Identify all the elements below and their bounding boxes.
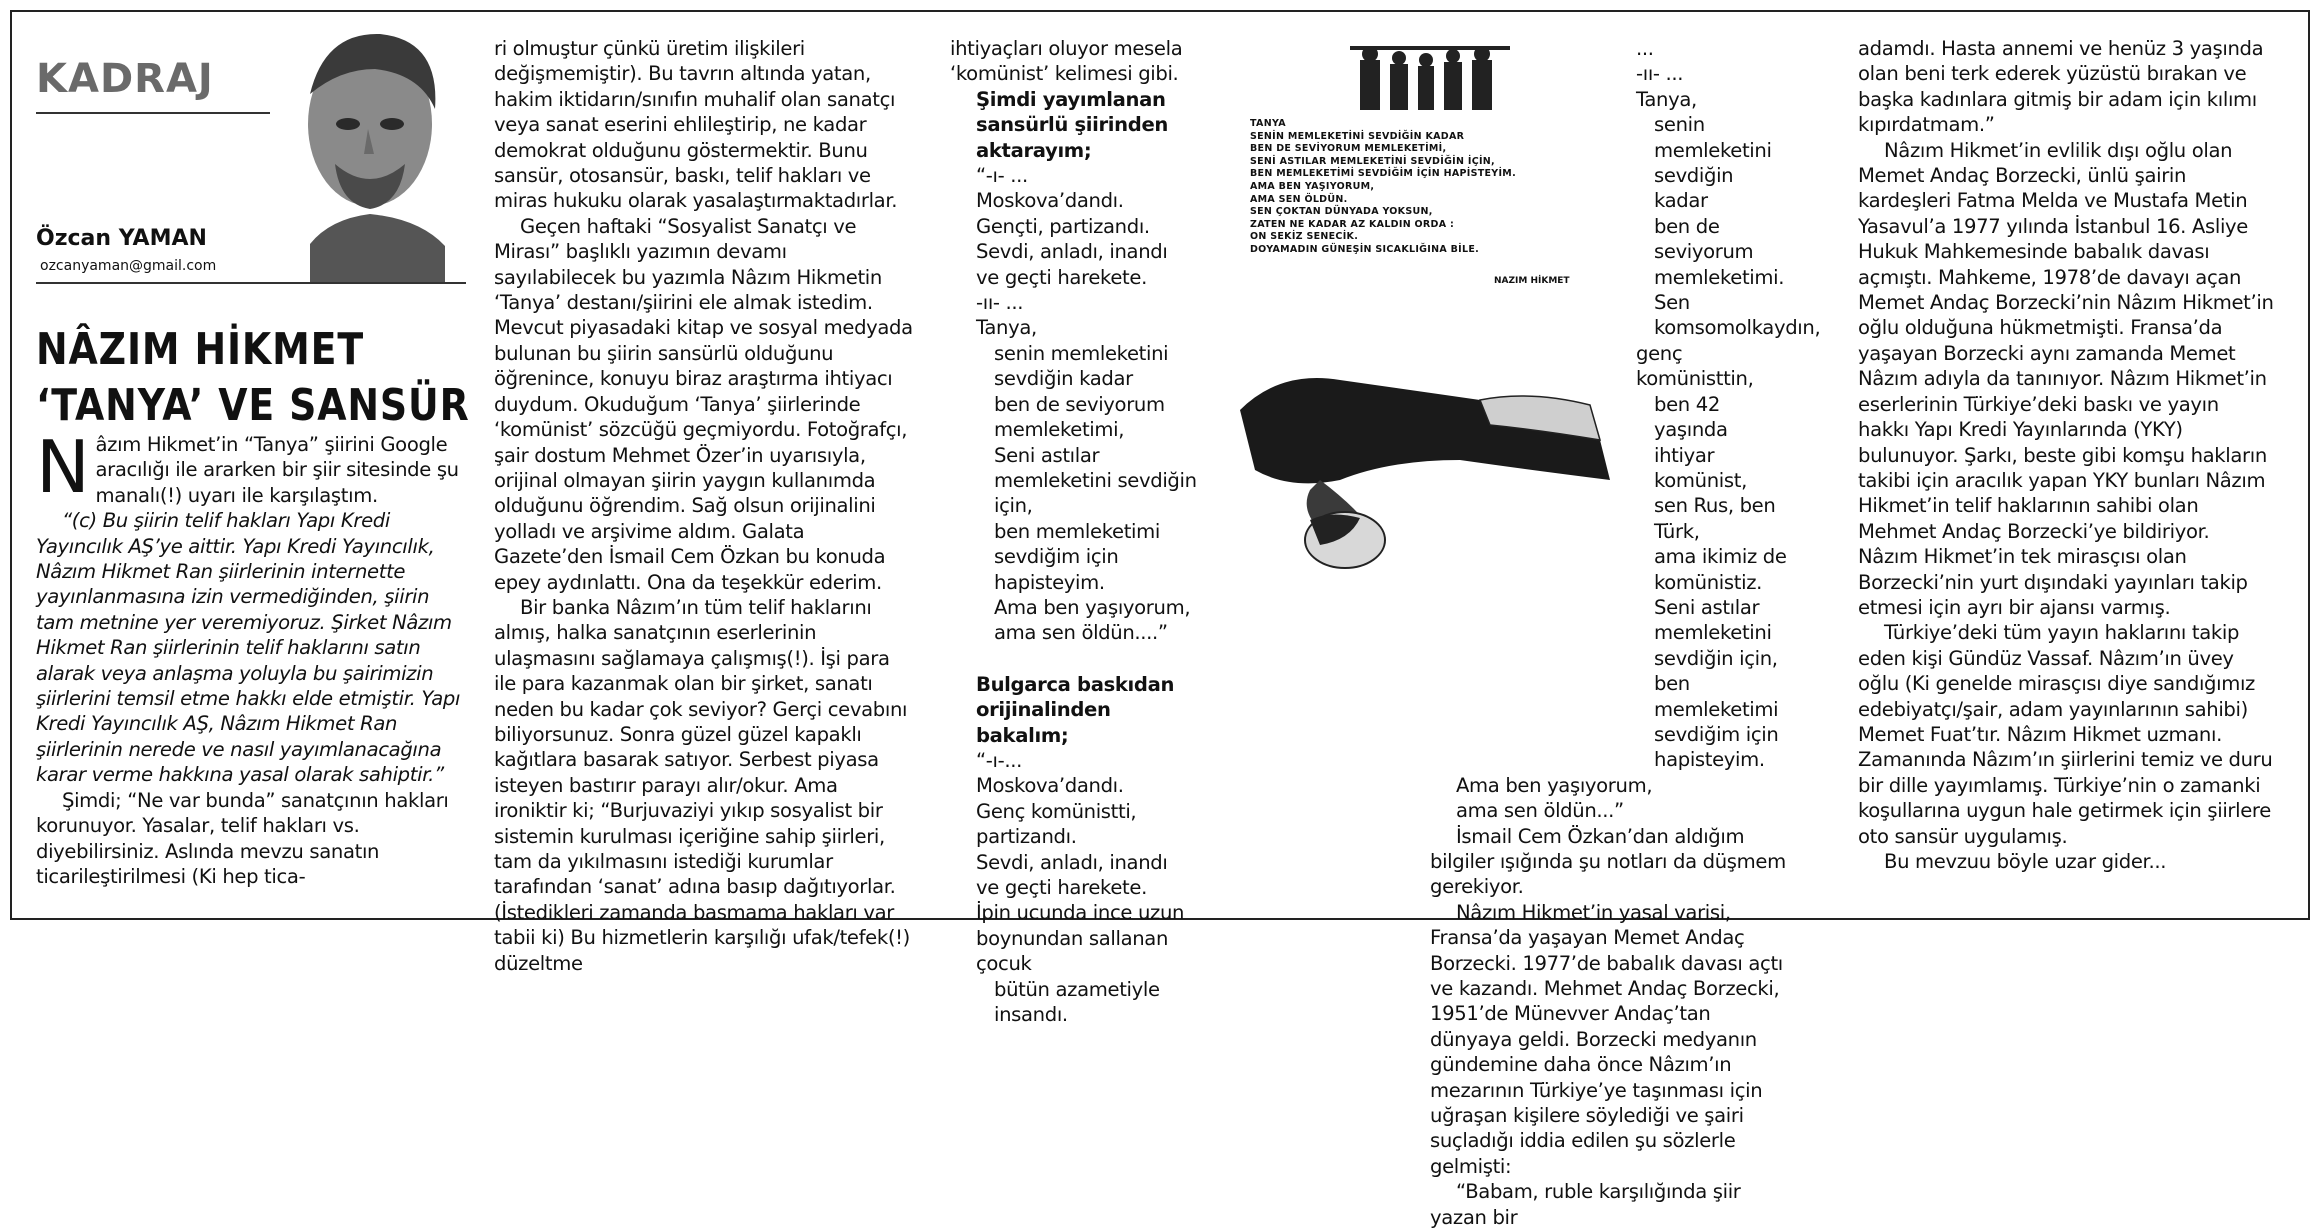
original-poem-continued <box>1610 36 1821 773</box>
poem-line: Gençti, partizandı. <box>976 214 1150 238</box>
caption-line: SENİ ASTILAR MEMLEKETİNİ SEVDİĞİN İÇİN, <box>1250 155 1495 167</box>
column-5-paragraph-1: adamdı. Hasta annemi ve henüz 3 yaşında olan beni terk ederek yüzüstü bırakan ve başka kadınlara gitmiş bir adam için kılımı kıpırdatmam.” <box>1858 37 2264 137</box>
poem-line: Sevdi, anladı, inandı <box>976 850 1168 874</box>
poem-line: -ıı- ... <box>1636 62 1684 86</box>
original-poem-heading: Bulgarca baskıdan orijinalinden bakalım; <box>976 672 1175 747</box>
column-4-paragraph-3: “Babam, ruble karşılığında şiir yazan bir <box>1430 1180 1741 1229</box>
column-5-paragraph-4: Bu mevzuu böyle uzar gider... <box>1884 850 2167 873</box>
censored-poem-heading: Şimdi yayımlanan sansürlü şiirinden aktarayım; <box>976 87 1168 162</box>
poem-line: “-ı- ... <box>976 164 1028 188</box>
caption-line: SENİN MEMLEKETİNİ SEVDİĞİN KADAR <box>1250 130 1465 142</box>
caption-line: AMA BEN YAŞIYORUM, <box>1250 180 1375 192</box>
censored-poem <box>950 163 1200 646</box>
caption-line: ON SEKİZ SENECİK. <box>1250 231 1359 243</box>
poem-line: Moskova’dandı. <box>976 774 1124 798</box>
column-4-paragraph-2: Nâzım Hikmet’in yasal varisi, Fransa’da yaşayan Memet Andaç Borzecki. 1977’de babalık davası açtı ve kazandı. Mehmet Andaç Borzecki, 1951’de Münevver Andaç’tan dünyaya geldi. Borzecki medyanın gündemine daha önce Nâzım’ın mezarının Türkiye’ye taşınması için uğraşan kişilere söylediği ve şairi suçladığı iddia edilen şu sözlerle gelmişti: <box>1430 900 1783 1178</box>
poem-closing <box>1430 773 1790 824</box>
caption-line: AMA SEN ÖLDÜN. <box>1250 193 1348 205</box>
headline <box>36 322 470 434</box>
caption-line: BEN DE SEVİYORUM MEMLEKETİMİ, <box>1250 143 1447 155</box>
poem-line: ama sen öldün....” <box>994 621 1168 645</box>
poem-line: ben memleketimi sevdiğim için hapisteyim. <box>1654 672 1779 772</box>
original-poem <box>950 748 1200 1027</box>
column-4 <box>1430 36 1821 1230</box>
poem-line: Tanya, <box>976 316 1037 340</box>
caption-signature: NAZIM HİKMET <box>1494 276 1570 286</box>
column-2-paragraph-1: ri olmuştur çünkü üretim ilişkileri değişmemiştir). Bu tavrın altında yatan, hakim iktidarın/sınıfın muhalif olan sanatçı veya sanat eserini ehlileştirip, ne kadar demokrat olduğunu göstermektir. Bunu sansür, otosansür, baskı, telif hakları ve miras hukuku olarak yasalaştırmaktadırlar. <box>494 37 898 213</box>
column-1-paragraph-2: Şimdi; “Ne var bunda” sanatçının hakları korunuyor. Yasalar, telif hakları vs. diyebilirsiniz. Aslında mevzu sanatın ticarileştirilmesi (Ki hep tica- <box>36 788 449 888</box>
caption-line: ZATEN NE KADAR AZ KALDIN ORDA : <box>1250 218 1455 230</box>
author-email[interactable]: ozcanyaman@gmail.com <box>40 258 217 274</box>
column-3-paragraph-1: ihtiyaçları oluyor mesela ‘komünist’ kelimesi gibi. <box>950 37 1183 86</box>
headline-line-2: ‘TANYA’ VE SANSÜR <box>36 380 470 431</box>
caption-title: TANYA <box>1250 118 1286 129</box>
author-rule <box>36 282 466 284</box>
poem-line: ama ikimiz de komünistiz. <box>1654 545 1787 594</box>
column-5 <box>1858 36 2274 874</box>
poem-line: ben 42 yaşında ihtiyar komünist, <box>1654 392 1747 492</box>
caption-line: SEN ÇOKTAN DÜNYADA YOKSUN, <box>1250 206 1433 218</box>
column-2-paragraph-2: Geçen haftaki “Sosyalist Sanatçı ve Mirası” başlıklı yazımın devamı sayılabilecek bu yazımla Nâzım Hikmetin ‘Tanya’ destanı/şiirini ele almak istedim. Mevcut piyasadaki kitap ve sosyal medyada bulunan bu şiirin sansürlü olduğunu öğrenince, konuyu biraz araştırma ihtiyacı duydum. Okuduğum ‘Tanya’ şiirlerinde ‘komünist’ sözcüğü geçmiyordu. Fotoğrafçı, şair dostum Mehmet Özer’in uyarısıyla, orijinal olmayan şiirin yaygın kullanımda olduğunu öğrendim. Sağ olsun orijinalini yolladı ve arşivime aldım. Galata Gazete’den İsmail Cem Özkan bu konuda epey aydınlattı. Ona da teşekkür ederim. <box>494 214 913 594</box>
poem-line: ve geçti harekete. <box>976 876 1147 899</box>
poem-line: sen Rus, ben Türk, <box>1654 494 1776 543</box>
column-2-paragraph-3: Bir banka Nâzım’ın tüm telif haklarını almış, halka sanatçının eserlerinin ulaşmasını sağlamaya çalışmış(!). İşi para ile para kazanmak olan bir şirket, sanatı neden bu kadar çok seviyor? Gerçi cevabını biliyorsunuz. Sonra güzel güzel kapaklı kağıtlara basarak satıyor. Serbest piyasa isteyen bastırır parayı alır/okur. Ama ironiktir ki; “Burjuvaziyi yıkıp sosyalist bir sistemin kurulması içeriğine sahip şiirleri, tam da yıkılmasını istediği kurumlar tarafından ‘sanat’ adına basıp dağıtıyorlar. (İstedikleri zamanda basmama hakları var tabii ki) Bu hizmetlerin karşılığı ufak/tefek(!) düzeltme <box>494 595 910 975</box>
poem-line: İpin ucunda ince uzun boynundan sallanan çocuk <box>976 901 1185 976</box>
column-4-paragraph-1: İsmail Cem Özkan’dan aldığım bilgiler ışığında şu notları da düşmem gerekiyor. <box>1430 824 1786 899</box>
copyright-quote: “(c) Bu şiirin telif hakları Yapı Kredi Yayıncılık AŞ’ye aittir. Yapı Kredi Yayıncılık, Nâzım Hikmet Ran şiirlerinin internette yayınlanmasına izin vermediğinden, şiirin tam metnine yer veremiyoruz. Şirket Nâzım Hikmet Ran şiirlerinin telif haklarını satın alarak veya anlaşma yoluyla bu şairimizin şiirlerini temsil etme hakkı elde etmiştir. Yapı Kredi Yayıncılık AŞ, Nâzım Hikmet Ran şiirlerinin nerede ve nasıl yayımlanacağına karar verme hakkına yasal olarak sahiptir.” <box>36 509 461 787</box>
poem-line: ben de seviyorum memleketimi, <box>994 392 1165 442</box>
poem-line: ben memleketimi sevdiğim için hapisteyim. <box>994 519 1160 594</box>
poem-line: senin memleketini sevdiğin kadar <box>994 341 1169 391</box>
poem-line: ama sen öldün...” <box>1456 799 1624 823</box>
poem-line: genç komünisttin, <box>1636 341 1754 391</box>
poem-line: ... <box>1636 37 1654 60</box>
poem-line: Tanya, <box>1636 87 1697 111</box>
poem-line: Seni astılar memleketini sevdiğin için, <box>1654 595 1778 670</box>
author-name: Özcan YAMAN <box>36 226 207 251</box>
poem-line: Sevdi, anladı, inandı <box>976 240 1168 264</box>
poem-line: -ıı- ... <box>976 291 1024 315</box>
column-5-paragraph-3: Türkiye’deki tüm yayın haklarını takip eden kişi Gündüz Vassaf. Nâzım’ın üvey oğlu (Ki genelde mirasçısı diye sandığımız edebiyatçı/şair, adam yayınlarının sahibi) Memet Fuat’tır. Nâzım Hikmet uzmanı. Zamanında Nâzım’ın şiirlerini temiz ve duru bir dille yayımlamış. Türkiye’nin o zamanki koşullarına uygun hale getirmek için şiirlere oto sansür uygulamış. <box>1858 621 2273 848</box>
intro-paragraph <box>36 425 466 509</box>
column-5-paragraph-2: Nâzım Hikmet’in evlilik dışı oğlu olan Memet Andaç Borzecki, ünlü şairin kardeşleri Fatma Melda ve Mustafa Metin Yasavul’a 1977 yılında İstanbul 16. Asliye Hukuk Mahkemesinde babalık davası açmıştı. Mahkeme, 1978’de davayı açan Memet Andaç Borzecki’nin Nâzım Hikmet’in oğlu olduğuna hükmetmişti. Fransa’da yaşayan Borzecki aynı zamanda Memet Nâzım adıyla da tanınıyor. Nâzım Hikmet’in eserlerinin Türkiye’deki baskı ve yayın hakkı Yapı Kredi Yayınlarında (YKY) bulunuyor. Şarkı, beste gibi komşu hakların takibi için aracılık yapan YKY bunları Nâzım Hikmet’in telif haklarının sahibi olan Mehmet Andaç Borzecki’ye bildiriyor. Nâzım Hikmet’in tek mirasçısı olan Borzecki’nin yurt dışındaki yayınları takip etmesi için ayrı bir ajansı varmış. <box>1858 138 2274 619</box>
caption-line: DOYAMADIN GÜNEŞİN SICAKLIĞINA BİLE. <box>1250 243 1480 255</box>
headline-line-1: NÂZIM HİKMET <box>36 324 365 375</box>
poem-line: Genç komünistti, partizandı. <box>976 799 1137 849</box>
poem-line: Ama ben yaşıyorum, <box>1456 773 1653 797</box>
column-3 <box>950 36 1200 1027</box>
column-2 <box>494 36 914 976</box>
poem-line: Ama ben yaşıyorum, <box>994 595 1191 619</box>
caption-line: BEN MEMLEKETİMİ SEVDİĞİM İÇİN HAPİSTEYİM. <box>1250 168 1516 180</box>
column-1 <box>36 425 466 889</box>
poem-line: Moskova’dandı. <box>976 189 1124 213</box>
poem-line: bütün azametiyle insandı. <box>994 977 1160 1027</box>
poem-line: Seni astılar memleketini sevdiğin için, <box>994 443 1197 518</box>
section-label: KADRAJ <box>36 56 214 102</box>
poem-line: ve geçti harekete. <box>976 265 1147 289</box>
poem-line: senin memleketini sevdiğin kadar <box>1654 113 1772 213</box>
drop-cap: N <box>36 425 90 509</box>
poem-line: “-ı-... <box>976 748 1022 772</box>
author-portrait <box>270 14 470 282</box>
poem-line: Sen komsomolkaydın, <box>1654 291 1821 340</box>
intro-text: âzım Hikmet’in “Tanya” şiirini Google aracılığı ile ararken bir şiir sitesinde şu manalı(!) uyarı ile karşılaştım. <box>95 433 459 507</box>
poem-line: ben de seviyorum memleketimi. <box>1654 214 1785 289</box>
